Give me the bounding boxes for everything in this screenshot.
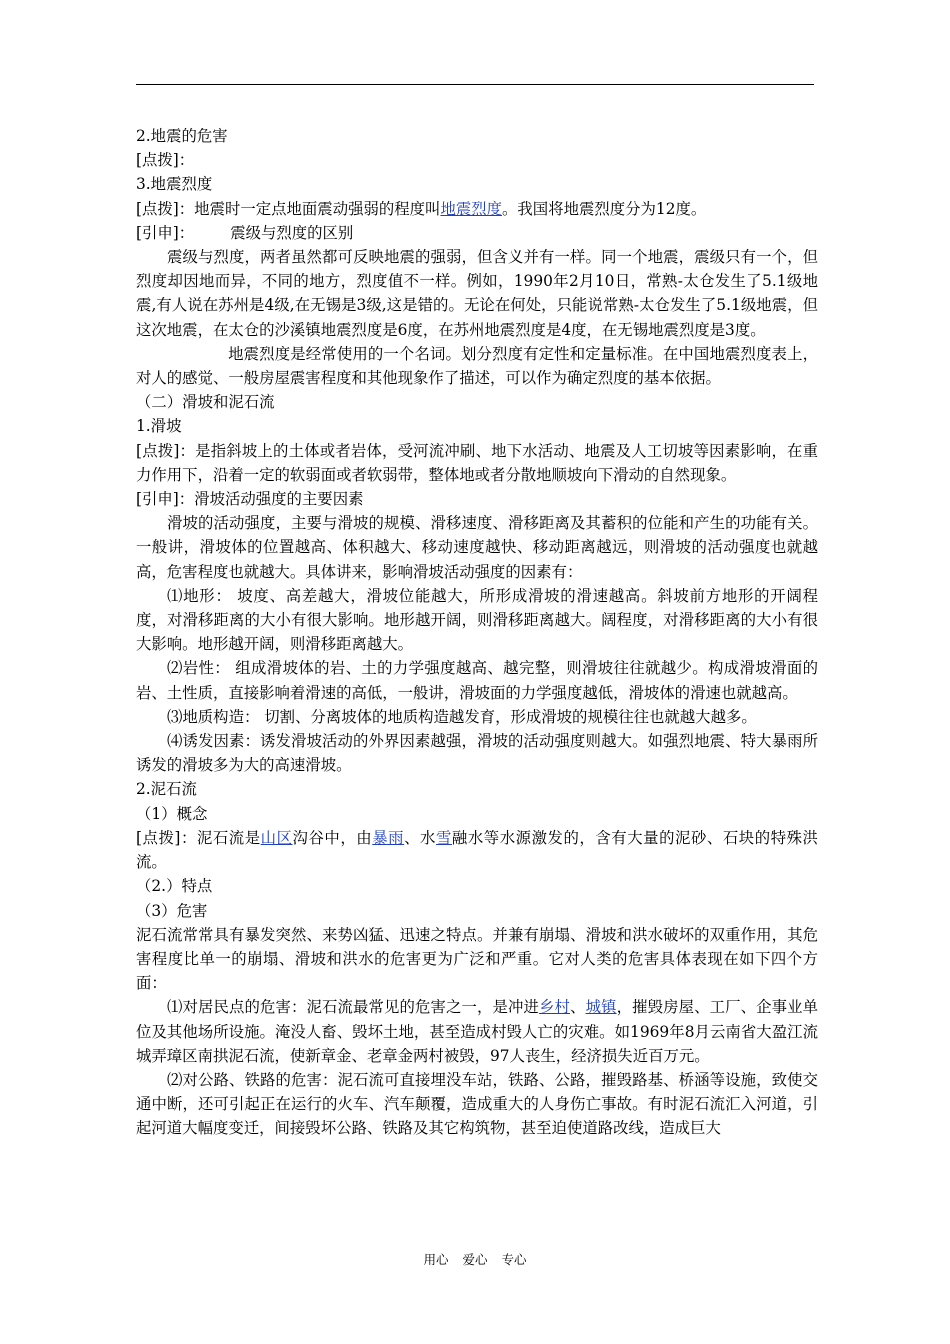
header-rule: [136, 84, 814, 85]
extension-landslide: [引申]：滑坡活动强度的主要因素: [136, 490, 364, 509]
hazard-settlements: ⑴对居民点的危害：泥石流最常见的危害之一，是冲进乡村、城镇，摧毁房屋、工厂、企事业单位及其他场所设施。淹没人畜、毁坏土地，甚至造成村毁人亡的灾难。如1969年8月云南省大盈江流城弄璋区南拱泥石流，使新章金、老章金两村被毁，97人丧生，经济损失近百万元。: [136, 998, 818, 1065]
paragraph-landslide-strength: 滑坡的活动强度，主要与滑坡的规模、滑移速度、滑移距离及其蓄积的位能和产生的功能有关。一般讲，滑坡体的位置越高、体积越大、移动速度越快、移动距离越远，则滑坡的活动强度也就越高，危害程度也就越大。具体讲来，影响滑坡活动强度的因素有：: [136, 514, 818, 581]
heading-debris-flow: 2.泥石流: [136, 780, 197, 799]
link-intensity[interactable]: 地震烈度: [440, 199, 503, 218]
document-body: [136, 124, 818, 1141]
factor-trigger: ⑷诱发因素：诱发滑坡活动的外界因素越强，滑坡的活动强度则越大。如强烈地震、特大暴雨所诱发的滑坡多为大的高速滑坡。: [136, 732, 818, 775]
heading-intensity: 3.地震烈度: [136, 175, 213, 194]
factor-lithology: ⑵岩性： 组成滑坡体的岩、土的力学强度越高、越完整，则滑坡往往就越少。构成滑坡滑面的岩、土性质，直接影响着滑速的高低，一般讲，滑坡面的力学强度越低，滑坡体的滑速也就越高。: [136, 659, 818, 702]
link-town[interactable]: 城镇: [585, 998, 617, 1017]
hint-intensity: [点拨]：地震时一定点地面震动强弱的程度叫地震烈度。我国将地震烈度分为12度。: [136, 199, 707, 218]
page-footer: [0, 1250, 950, 1268]
footer-word: 爱心: [462, 1252, 488, 1267]
link-mountain-area[interactable]: 山区: [260, 828, 293, 847]
subheading-concept: （1）概念: [136, 804, 208, 823]
heading-landslide: 1.滑坡: [136, 417, 182, 436]
heading-earthquake-hazard: 2.地震的危害: [136, 127, 228, 145]
section-landslide-debris: （二）滑坡和泥石流: [136, 393, 275, 412]
factor-terrain: ⑴地形： 坡度、高差越大，滑坡位能越大，所形成滑坡的滑速越高。斜坡前方地形的开阔程度，对滑移距离的大小有很大影响。地形越开阔，则滑移距离越大。阔程度，对滑移距离的大小有很大影响。地形越开阔，则滑移距离越大。: [136, 586, 818, 654]
subheading-features: （2.）特点: [136, 877, 213, 896]
hint-landslide: [点拨]：是指斜坡上的土体或者岩体，受河流冲刷、地下水活动、地震及人工切坡等因素影响，在重力作用下，沿着一定的软弱面或者软弱带，整体地或者分散地顺坡向下滑动的自然现象。: [136, 441, 818, 484]
link-snow[interactable]: 雪: [435, 828, 452, 847]
footer-word: 用心: [423, 1252, 449, 1267]
link-village[interactable]: 乡村: [539, 998, 571, 1017]
hint-empty: [点拨]：: [136, 151, 195, 170]
extension-magnitude: [引申]： 震级与烈度的区别: [136, 223, 354, 242]
hint-debris-flow: [点拨]：泥石流是山区沟谷中，由暴雨、水雪融水等水源激发的，含有大量的泥砂、石块的特殊洪流。: [136, 828, 818, 872]
factor-geology: ⑶地质构造： 切割、分离坡体的地质构造越发育，形成滑坡的规模往往也就越大越多。: [167, 707, 757, 726]
paragraph-magnitude: 震级与烈度，两者虽然都可反映地震的强弱，但含义并有一样。同一个地震，震级只有一个，但烈度却因地而异，不同的地方，烈度值不一样。例如，1990年2月10日，常熟-太仓发生了5.1级地震,有人说在苏州是4级,在无锡是3级,这是错的。无论在何处，只能说常熟-太仓发生了5.1级地震，但这次地震，在太仓的沙溪镇地震烈度是6度，在苏州地震烈度是4度，在无锡地震烈度是3度。: [136, 248, 818, 339]
paragraph-debris-hazards: 泥石流常常具有暴发突然、来势凶猛、迅速之特点。并兼有崩塌、滑坡和洪水破坏的双重作用，其危害程度比单一的崩塌、滑坡和洪水的危害更为广泛和严重。它对人类的危害具体表现在如下四个方面：: [136, 925, 818, 993]
subheading-hazards: （3）危害: [136, 901, 208, 920]
hazard-roads-railways: ⑵对公路、铁路的危害：泥石流可直接埋没车站，铁路、公路，摧毁路基、桥涵等设施，致使交通中断，还可引起正在运行的火车、汽车颠覆，造成重大的人身伤亡事故。有时泥石流汇入河道，引起河道大幅度变迁，间接毁坏公路、铁路及其它构筑物，甚至迫使道路改线，造成巨大: [136, 1070, 818, 1138]
link-rainstorm[interactable]: 暴雨: [372, 828, 405, 847]
footer-word: 专心: [501, 1252, 527, 1267]
paragraph-intensity-term: 地震烈度是经常使用的一个名词。划分烈度有定性和定量标准。在中国地震烈度表上，对人的感觉、一般房屋震害程度和其他现象作了描述，可以作为确定烈度的基本依据。: [136, 344, 818, 388]
